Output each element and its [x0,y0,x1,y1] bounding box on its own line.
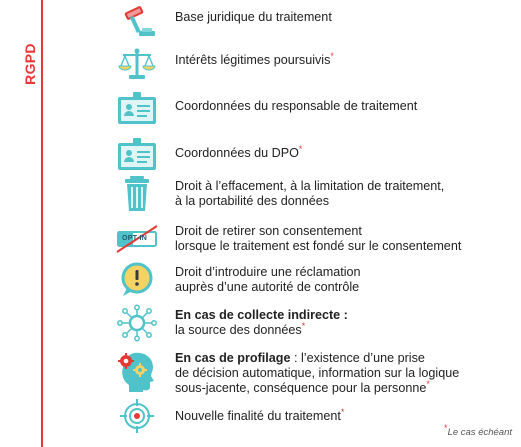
list-item [115,348,515,395]
item-text: Droit de retirer son consentement lorsque le traitement est fondé sur le consentement [175,224,462,253]
side-divider [41,0,43,447]
list-item [115,44,515,78]
list-item [115,134,515,170]
id-badge-icon [115,88,159,128]
item-text: En cas de profilage : l’existence d’une prise de décision automatique, information sur la logique sous-jacente, conséquence pour la personne* [175,351,460,395]
list-item [115,175,515,213]
profiling-head-icon [115,348,159,392]
list-item [115,262,515,298]
asterisk: * [298,143,303,154]
item-text: Droit d’introduire une réclamation auprès d’une autorité de contrôle [175,265,361,294]
item-text: Base juridique du traitement [175,10,332,24]
list-item [115,2,515,36]
asterisk: * [330,50,334,61]
item-text: Droit à l’effacement, à la limitation de traitement, à la portabilité des données [175,179,445,208]
opt-in-icon [115,222,159,256]
item-text: Intérêts légitimes poursuivis* [175,50,334,67]
list-item [115,88,515,124]
trash-icon [115,175,159,213]
opt-in-label: OPT-IN [122,235,148,242]
list-item [115,222,515,256]
exclamation-bubble-icon [115,262,159,298]
asterisk: * [426,378,430,389]
scales-icon [115,44,159,84]
side-label [20,44,40,84]
item-text: Nouvelle finalité du traitement* [175,406,345,423]
asterisk: * [301,320,306,331]
side-label-text: RGPD [22,43,38,85]
item-text: En cas de collecte indirecte : la source des données* [175,308,348,337]
network-icon [115,304,159,342]
gavel-icon [115,2,159,42]
target-icon [115,398,159,434]
item-text: Coordonnées du responsable de traitement [175,99,418,113]
list-item [115,304,515,342]
asterisk: * [340,406,345,417]
id-badge-icon [115,134,159,174]
footnote: *Le cas échéant [444,422,512,438]
item-text: Coordonnées du DPO* [175,143,303,160]
